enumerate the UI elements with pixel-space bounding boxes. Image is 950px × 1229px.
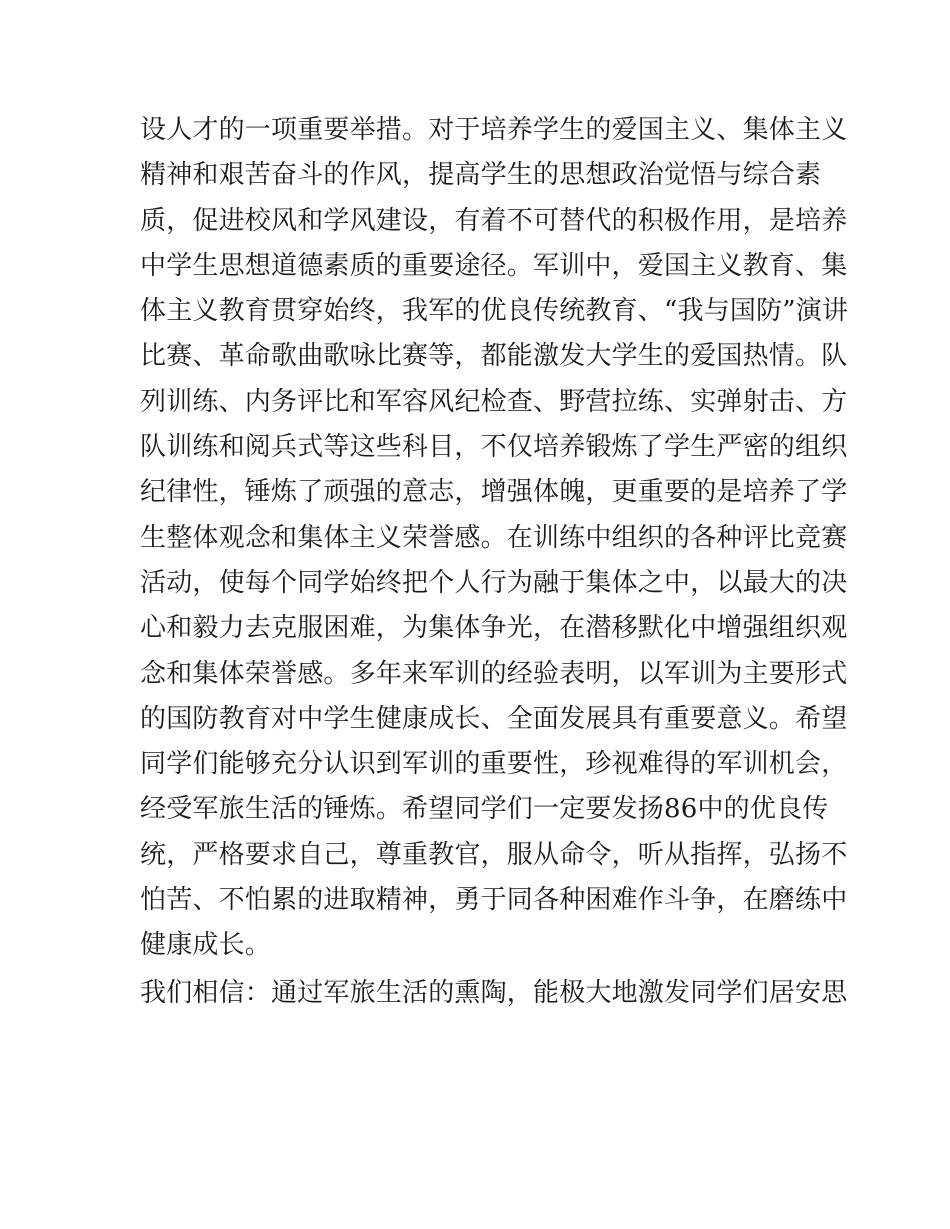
text-line: 比赛、革命歌曲歌咏比赛等，都能激发大学生的爱国热情。队 (140, 341, 848, 372)
text-line: 健康成长。 (140, 930, 272, 961)
text-line: 体主义教育贯穿始终，我军的优良传统教育、“我与国防”演讲 (140, 296, 849, 327)
text-line: 精神和艰苦奋斗的作风，提高学生的思想政治觉悟与综合素 (140, 160, 822, 191)
text-line: 生整体观念和集体主义荣誉感。在训练中组织的各种评比竞赛 (140, 522, 848, 553)
text-line: 怕苦、不怕累的进取精神，勇于同各种困难作斗争，在磨练中 (140, 885, 848, 916)
text-line: 设人才的一项重要举措。对于培养学生的爱国主义、集体主义 (140, 115, 848, 145)
text-line: 队训练和阅兵式等这些科目，不仅培养锻炼了学生严密的组织 (140, 432, 848, 463)
text-line: 经受军旅生活的锤炼。希望同学们一定要发扬86中的优良传 (140, 794, 829, 825)
text-line: 心和毅力去克服困难，为集体争光，在潜移默化中增强组织观 (140, 613, 848, 644)
text-line: 中学生思想道德素质的重要途径。军训中，爱国主义教育、集 (140, 250, 848, 281)
text-line: 统，严格要求自己，尊重教官，服从命令，听从指挥，弘扬不 (140, 839, 848, 870)
body-text (140, 108, 849, 1016)
paragraph-start-line: 我们相信：通过军旅生活的熏陶，能极大地激发同学们居安思 (140, 977, 848, 1008)
text-line: 同学们能够充分认识到军训的重要性，珍视难得的军训机会， (140, 749, 848, 780)
text-line: 纪律性，锤炼了顽强的意志，增强体魄，更重要的是培养了学 (140, 477, 848, 508)
text-line: 列训练、内务评比和军容风纪检查、野营拉练、实弹射击、方 (140, 386, 848, 417)
text-line: 念和集体荣誉感。多年来军训的经验表明，以军训为主要形式 (140, 658, 848, 689)
text-line: 的国防教育对中学生健康成长、全面发展具有重要意义。希望 (140, 703, 848, 734)
text-line: 质，促进校风和学风建设，有着不可替代的积极作用，是培养 (140, 205, 848, 236)
text-line: 活动，使每个同学始终把个人行为融于集体之中，以最大的决 (140, 567, 848, 598)
